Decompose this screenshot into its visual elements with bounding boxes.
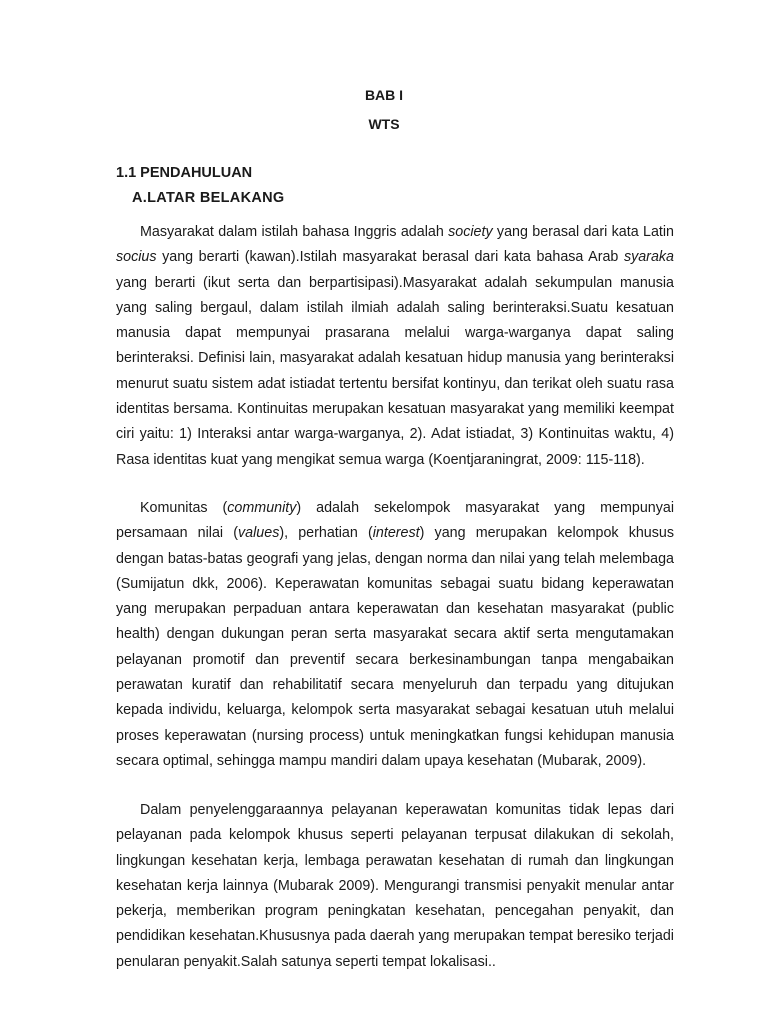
paragraph-text: ) yang merupakan kelompok khusus dengan batas-batas geografi yang jelas, dengan norma dan nilai yang telah melembaga (Sumijatun dkk, 2006). Keperawatan komunitas sebagai suatu bidang keperawatan yang merupakan perpaduan antara keperawatan dan kesehatan masyarakat (public health) dengan dukungan peran serta masyarakat secara aktif serta mengutamakan pelayanan promotif dan preventif secara berkesinambungan tanpa mengabaikan perawatan kuratif dan rehabilitatif secara menyeluruh dan terpadu yang ditujukan kepada individu, keluarga, kelompok serta masyarakat sebagai kesatuan utuh melalui proses keperawatan (nursing process) untuk meningkatkan fungsi kehidupan manusia secara optimal, sehingga mampu mandiri dalam upaya kesehatan (Mubarak, 2009). (116, 525, 674, 769)
section-heading: 1.1 PENDAHULUAN (116, 165, 253, 181)
body-paragraph (116, 220, 674, 473)
italic-term: community (227, 500, 297, 516)
paragraph-text: Dalam penyelenggaraannya pelayanan keperawatan komunitas tidak lepas dari pelayanan pada kelompok khusus seperti pelayanan terpusat dilakukan di sekolah, lingkungan kesehatan kerja, lembaga perawatan kesehatan di rumah dan lingkungan kesehatan kerja lainnya (Mubarak 2009). Mengurangi transmisi penyakit menular antar pekerja, memberikan program peningkatan kesehatan, pencegahan penyakit, dan pendidikan kesehatan.Khususnya pada daerah yang merupakan tempat beresiko terjadi penularan penyakit.Salah satunya seperti tempat lokalisasi.. (116, 802, 674, 970)
italic-term: values (238, 525, 280, 542)
italic-term: interest (372, 525, 420, 542)
paragraph-text: yang berasal dari kata Latin (492, 224, 675, 240)
paragraph-text: Masyarakat dalam istilah bahasa Inggris adalah (140, 224, 449, 240)
italic-term: society (448, 224, 493, 240)
italic-term: syaraka (623, 249, 674, 266)
paragraph-text: Komunitas ( (140, 500, 228, 516)
body-paragraph (116, 798, 674, 975)
paragraph-text: yang berarti (kawan).Istilah masyarakat berasal dari kata bahasa Arab (156, 249, 624, 266)
chapter-number: BAB I (364, 87, 404, 103)
paragraph-text: ), perhatian ( (279, 525, 373, 542)
paragraph-text: ) adalah sekelompok masyarakat yang mempunyai persamaan nilai ( (116, 500, 675, 542)
body-paragraph (116, 496, 674, 774)
chapter-title: WTS (368, 116, 400, 132)
italic-term: socius (116, 249, 157, 266)
subsection-heading: A.LATAR BELAKANG (132, 190, 285, 206)
paragraph-text: yang berarti (ikut serta dan berpartisipasi).Masyarakat adalah sekumpulan manusia yang saling bergaul, dalam istilah ilmiah adalah saling berinteraksi.Suatu kesatuan manusia dapat mempunyai prasarana melalui warga-warganya dapat saling berinteraksi. Definisi lain, masyarakat adalah kesatuan hidup manusia yang berinteraksi menurut suatu sistem adat istiadat tertentu bersifat kontinyu, dan terikat oleh suatu rasa identitas bersama. Kontinuitas merupakan kesatuan masyarakat yang memiliki keempat ciri yaitu: 1) Interaksi antar warga-warganya, 2). Adat istiadat, 3) Kontinuitas waktu, 4) Rasa identitas kuat yang mengikat semua warga (Koentjaraningrat, 2009: 115-118). (116, 274, 674, 468)
